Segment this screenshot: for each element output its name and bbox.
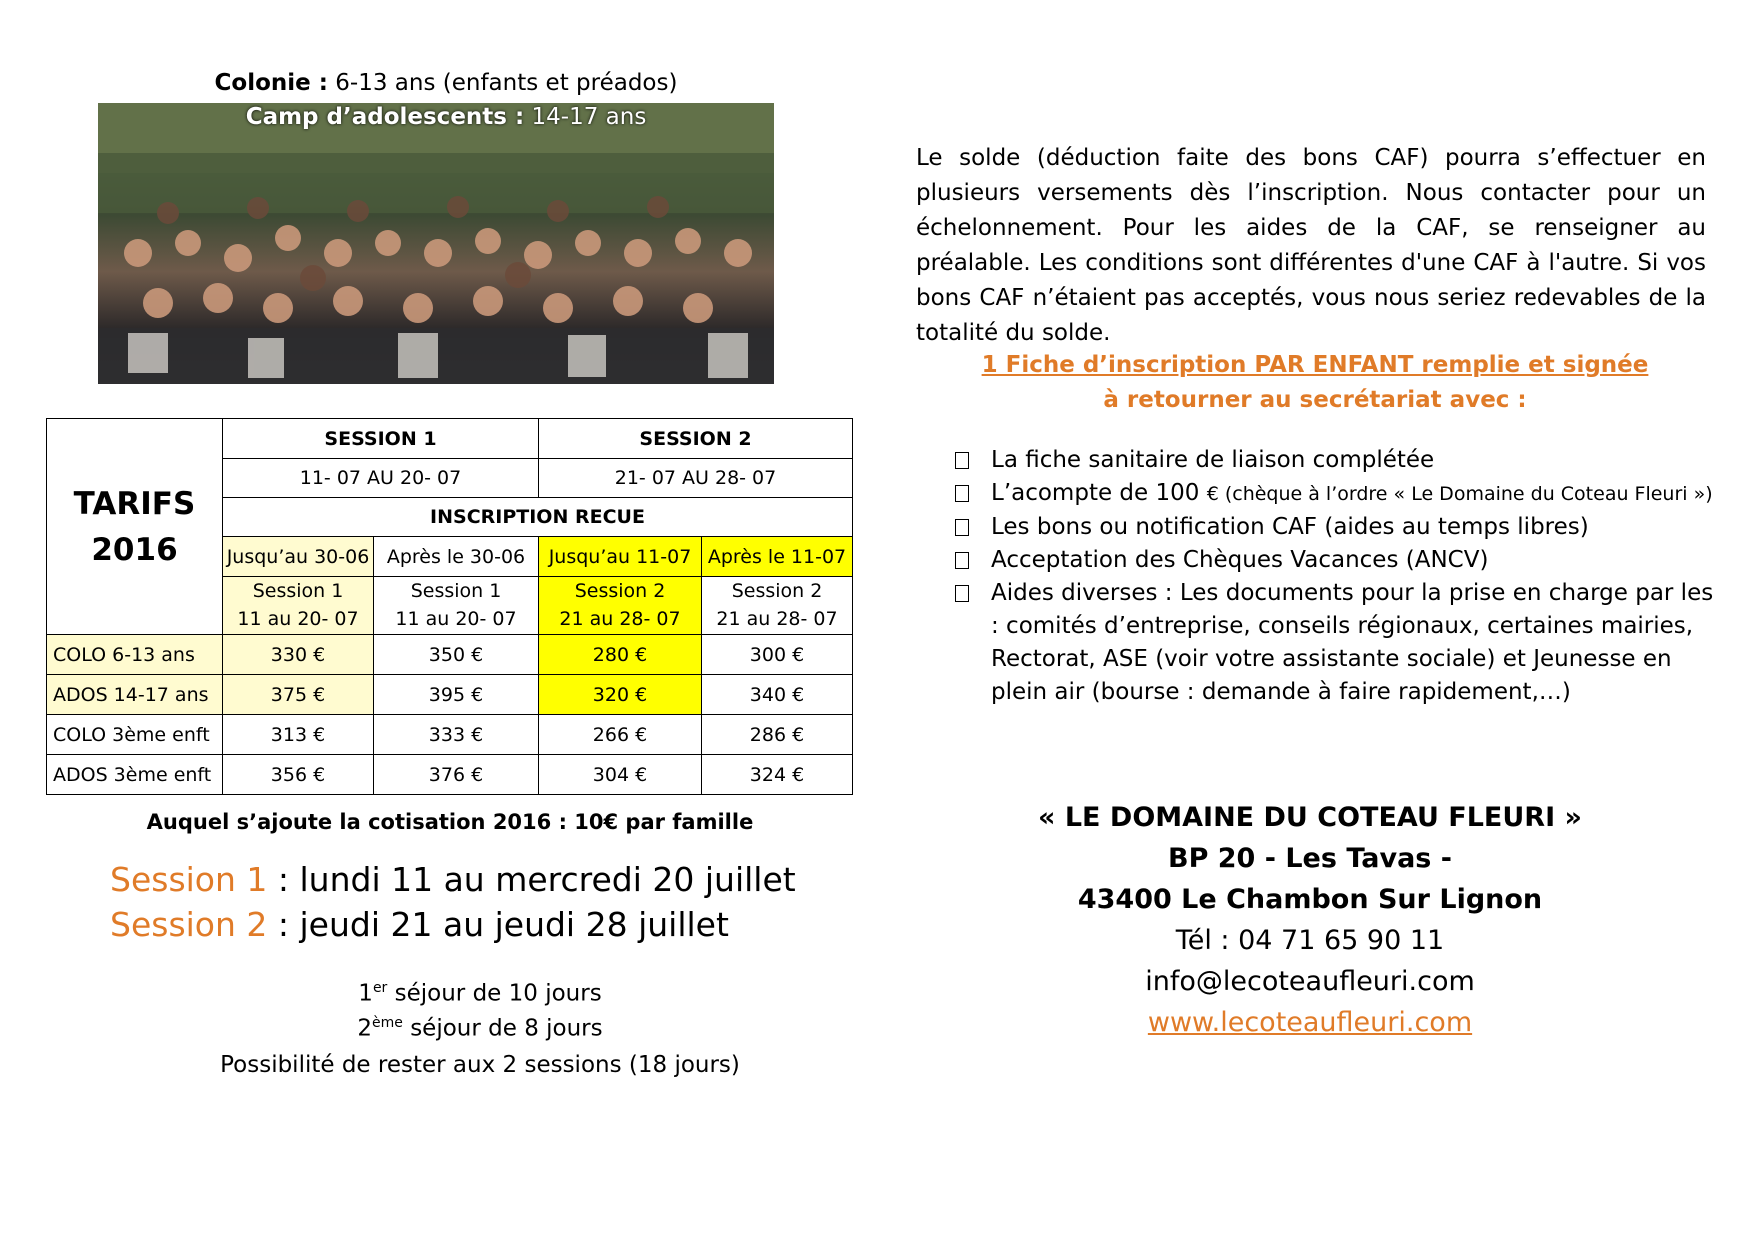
price-cell: 356 €: [223, 755, 374, 795]
second-sup: ème: [372, 1015, 403, 1031]
org-tel: Tél : 04 71 65 90 11: [1175, 925, 1445, 956]
org-name: « LE DOMAINE DU COTEAU FLEURI »: [1038, 802, 1582, 833]
price-cell: 330 €: [223, 635, 374, 675]
col1-session: Session 1: [223, 577, 374, 605]
price-cell: 320 €: [539, 675, 702, 715]
documents-list: [955, 444, 1715, 709]
table-row: [47, 635, 853, 675]
second-num: 2: [357, 1015, 373, 1042]
session2-text: : jeudi 21 au jeudi 28 juillet: [267, 905, 729, 944]
row-label: ADOS 3ème enft: [47, 755, 223, 795]
first-sejour: [110, 980, 850, 1007]
row-label: COLO 6-13 ans: [47, 635, 223, 675]
col3-deadline: Jusqu’au 11-07: [539, 537, 702, 577]
price-cell: 313 €: [223, 715, 374, 755]
list-item: [955, 477, 1715, 511]
col4-deadline: Après le 11-07: [702, 537, 853, 577]
second-text: séjour de 8 jours: [402, 1015, 603, 1042]
org-bp: BP 20 - Les Tavas -: [1168, 843, 1452, 874]
doc-text: L’acompte de 100: [991, 480, 1207, 506]
list-item: [955, 577, 1715, 709]
price-cell: 375 €: [223, 675, 374, 715]
tarifs-title-cell: [47, 419, 223, 635]
doc-text: Les bons ou notification CAF (aides au temps libres): [991, 514, 1589, 540]
col2-range: 11 au 20- 07: [374, 605, 539, 635]
tarifs-year: 2016: [91, 531, 178, 568]
tarifs-title: TARIFS: [73, 485, 196, 522]
price-cell: 340 €: [702, 675, 853, 715]
session2-header: SESSION 2: [539, 419, 853, 459]
price-cell: 300 €: [702, 635, 853, 675]
checkbox-icon: [955, 519, 969, 536]
first-text: séjour de 10 jours: [387, 980, 602, 1007]
inscription-header: INSCRIPTION RECUE: [223, 498, 853, 537]
org-city: 43400 Le Chambon Sur Lignon: [1077, 884, 1543, 915]
fiche-heading: [900, 348, 1730, 418]
row-label: ADOS 14-17 ans: [47, 675, 223, 715]
session2-label: Session 2: [110, 905, 268, 944]
group-photo: [98, 103, 774, 384]
col2-deadline: Après le 30-06: [374, 537, 539, 577]
session1-label: Session 1: [110, 860, 268, 899]
org-website-link[interactable]: www.lecoteaufleuri.com: [1147, 1007, 1473, 1038]
list-item: [955, 444, 1715, 477]
session1-text: : lundi 11 au mercredi 20 juillet: [267, 860, 796, 899]
col1-deadline: Jusqu’au 30-06: [223, 537, 374, 577]
list-item: [955, 511, 1715, 544]
table-row: [47, 755, 853, 795]
col3-session: Session 2: [539, 577, 702, 605]
col1-range: 11 au 20- 07: [223, 605, 374, 635]
list-item: [955, 544, 1715, 577]
colonie-line: [96, 70, 796, 96]
checkbox-icon: [955, 552, 969, 569]
price-cell: 286 €: [702, 715, 853, 755]
price-cell: 376 €: [374, 755, 539, 795]
doc-small-text: € (chèque à l’ordre « Le Domaine du Coteau Fleuri »): [1206, 483, 1713, 505]
camp-label: Camp d’adolescents :: [245, 104, 525, 130]
fiche-line2: à retourner au secrétariat avec :: [1103, 387, 1527, 413]
table-row: [47, 715, 853, 755]
first-sup: er: [372, 980, 388, 996]
session1-header: SESSION 1: [223, 419, 539, 459]
price-cell: 350 €: [374, 635, 539, 675]
col3-range: 21 au 28- 07: [539, 605, 702, 635]
doc-text: La fiche sanitaire de liaison complétée: [991, 447, 1435, 473]
checkbox-icon: [955, 452, 969, 469]
price-cell: 304 €: [539, 755, 702, 795]
doc-text: Acceptation des Chèques Vacances (ANCV): [991, 547, 1489, 573]
session2-line: [110, 905, 729, 944]
second-sejour: [110, 1015, 850, 1042]
price-cell: 333 €: [374, 715, 539, 755]
colonie-label: Colonie :: [214, 70, 328, 96]
price-cell: 266 €: [539, 715, 702, 755]
cotisation-note: Auquel s’ajoute la cotisation 2016 : 10€ par famille: [146, 810, 754, 834]
first-num: 1: [358, 980, 373, 1007]
price-cell: 395 €: [374, 675, 539, 715]
price-cell: 280 €: [539, 635, 702, 675]
session1-line: [110, 860, 796, 899]
checkbox-icon: [955, 485, 969, 502]
possibility-note: Possibilité de rester aux 2 sessions (18 jours): [220, 1052, 740, 1078]
price-cell: 324 €: [702, 755, 853, 795]
row-label: COLO 3ème enft: [47, 715, 223, 755]
doc-text: Aides diverses : Les documents pour la prise en charge par les : comités d’entreprise, conseils régionaux, certaines mairies, Rectorat, ASE (voir votre assistante sociale) et Jeunesse en plein air (bourse : demande à faire rapidement,…): [991, 580, 1714, 705]
session1-dates: 11- 07 AU 20- 07: [223, 459, 539, 498]
session2-dates: 21- 07 AU 28- 07: [539, 459, 853, 498]
tariff-table: [46, 418, 853, 795]
col4-session: Session 2: [702, 577, 853, 605]
org-email[interactable]: info@lecoteaufleuri.com: [1145, 966, 1475, 997]
col2-session: Session 1: [374, 577, 539, 605]
checkbox-icon: [955, 585, 969, 602]
camp-text: 14-17 ans: [531, 104, 647, 130]
colonie-text: 6-13 ans (enfants et préados): [335, 70, 678, 96]
col4-range: 21 au 28- 07: [702, 605, 853, 635]
payment-paragraph: Le solde (déduction faite des bons CAF) pourra s’effectuer en plusieurs versements dès l’inscription. Nous contacter pour un échelonnement. Pour les aides de la CAF, se renseigner au préalable. Les conditions sont différentes d'une CAF à l'autre. Si vos bons CAF n’étaient pas acceptés, vous nous seriez redevables de la totalité du solde.: [916, 145, 1706, 346]
fiche-line1: 1 Fiche d’inscription PAR ENFANT remplie et signée: [981, 352, 1649, 378]
table-row: [47, 675, 853, 715]
camp-line: [96, 104, 796, 130]
